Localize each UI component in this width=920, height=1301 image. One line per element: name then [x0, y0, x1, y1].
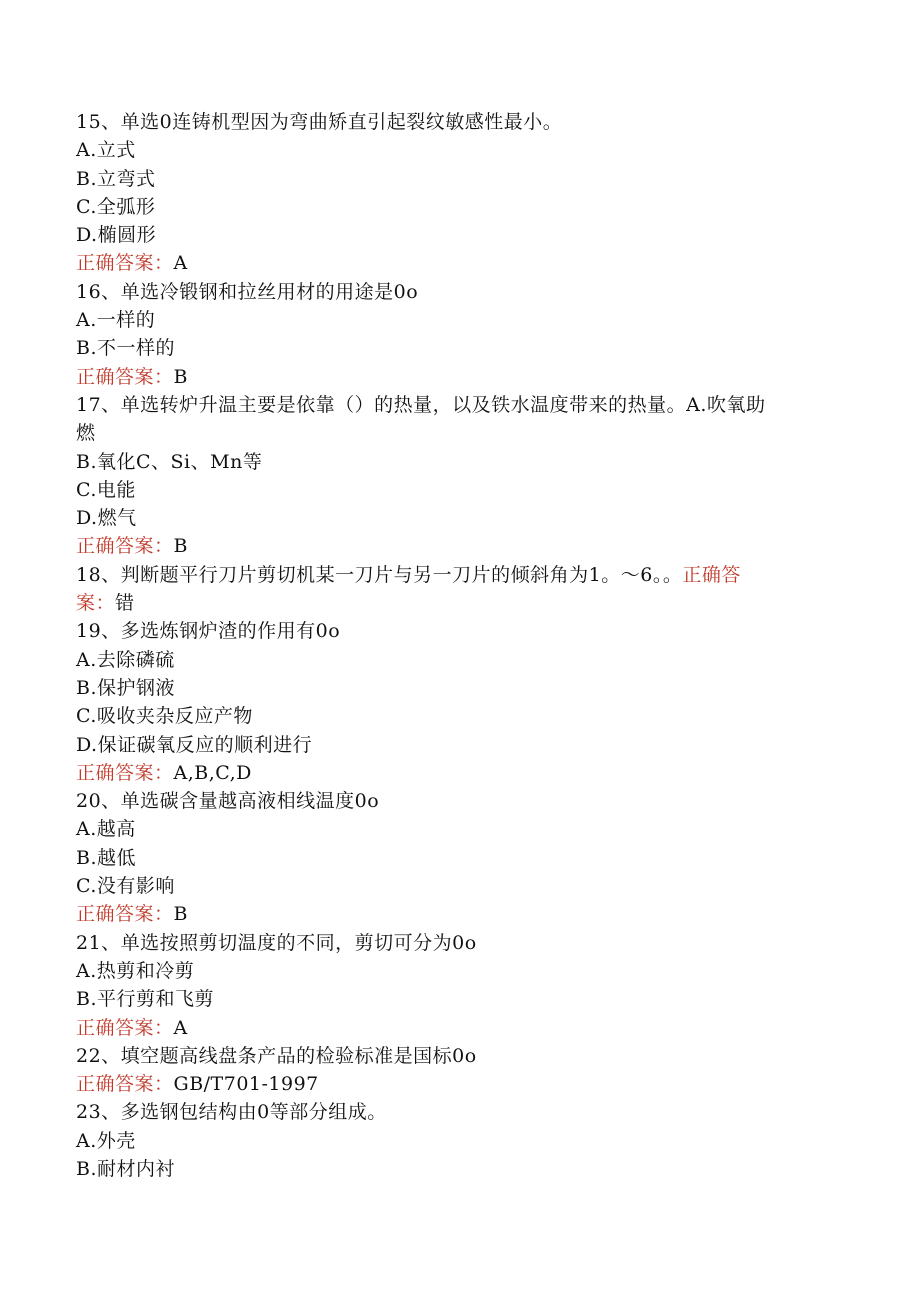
question-23-option-b: B.耐材内衬	[76, 1157, 176, 1180]
question-22-answer	[76, 1070, 836, 1098]
answer-label-part2: 案：	[76, 592, 116, 615]
answer-label: 正确答案：	[76, 903, 174, 926]
question-15-option-c: C.全弧形	[76, 195, 156, 218]
question-17-option-b: B.氧化C、Si、Mn等	[76, 450, 263, 473]
question-15-stem: 15、单选0连铸机型因为弯曲矫直引起裂纹敏感性最小。	[76, 111, 563, 133]
answer-value: A	[173, 252, 188, 275]
question-21-answer	[76, 1014, 836, 1042]
question-21-option-b: B.平行剪和飞剪	[76, 988, 215, 1011]
answer-value: B	[173, 365, 188, 388]
question-17-option-c: C.电能	[76, 478, 136, 501]
question-22-stem: 22、填空题高线盘条产品的检验标准是国标0o	[76, 1044, 477, 1067]
question-15-answer	[76, 249, 836, 277]
answer-label: 正确答案：	[76, 1016, 174, 1039]
question-15-option-b: B.立弯式	[76, 167, 156, 190]
question-15-option-d: D.椭圆形	[76, 224, 157, 247]
question-15-option-a: A.立式	[76, 139, 136, 162]
question-18-stem: 18、判断题平行刀片剪切机某一刀片与另一刀片的倾斜角为1。～6。。	[76, 563, 683, 586]
answer-label: 正确答案：	[76, 365, 174, 388]
question-19-stem: 19、多选炼钢炉渣的作用有0o	[76, 620, 341, 643]
answer-value: B	[173, 535, 188, 558]
question-20-option-b: B.越低	[76, 846, 137, 869]
question-19-option-a: A.去除磷硫	[76, 648, 175, 671]
question-17-stem-line1: 17、单选转炉升温主要是依靠（）的热量，以及铁水温度带来的热量。A.吹氧助	[76, 393, 766, 416]
question-18-answer	[76, 589, 836, 617]
answer-label: 正确答案：	[76, 761, 174, 784]
question-20-stem: 20、单选碳含量越高液相线温度0o	[76, 790, 380, 813]
answer-value: 错	[115, 592, 135, 615]
answer-value: A,B,C,D	[173, 761, 252, 784]
question-19-answer	[76, 759, 836, 787]
question-20-answer	[76, 900, 836, 928]
question-21-stem: 21、单选按照剪切温度的不同，剪切可分为0o	[76, 931, 477, 954]
question-16-option-a: A.一样的	[76, 309, 156, 332]
question-17-option-d: D.燃气	[76, 507, 137, 530]
question-16-answer	[76, 363, 836, 391]
answer-value: GB/T701-1997	[173, 1073, 319, 1096]
question-19-option-c: C.吸收夹杂反应产物	[76, 705, 253, 728]
question-23-option-a: A.外壳	[76, 1129, 136, 1152]
question-17-answer	[76, 532, 836, 560]
question-18-stem-line1	[76, 561, 836, 589]
question-19-option-d: D.保证碳氧反应的顺利进行	[76, 733, 313, 756]
answer-value: B	[173, 903, 188, 926]
question-17-stem-line2: 燃	[76, 422, 96, 445]
question-20-option-c: C.没有影响	[76, 875, 175, 898]
answer-label: 正确答案：	[76, 1073, 174, 1096]
question-16-option-b: B.不一样的	[76, 337, 176, 360]
question-21-option-a: A.热剪和冷剪	[76, 959, 195, 982]
answer-label: 正确答案：	[76, 252, 174, 275]
answer-label-part1: 正确答	[682, 563, 741, 586]
question-23-stem: 23、多选钢包结构由0等部分组成。	[76, 1101, 387, 1124]
question-20-option-a: A.越高	[76, 818, 136, 841]
answer-value: A	[173, 1016, 188, 1039]
question-16-stem: 16、单选冷锻钢和拉丝用材的用途是0o	[76, 280, 419, 303]
document-page	[76, 108, 836, 1183]
answer-label: 正确答案：	[76, 535, 174, 558]
question-19-option-b: B.保护钢液	[76, 676, 176, 699]
